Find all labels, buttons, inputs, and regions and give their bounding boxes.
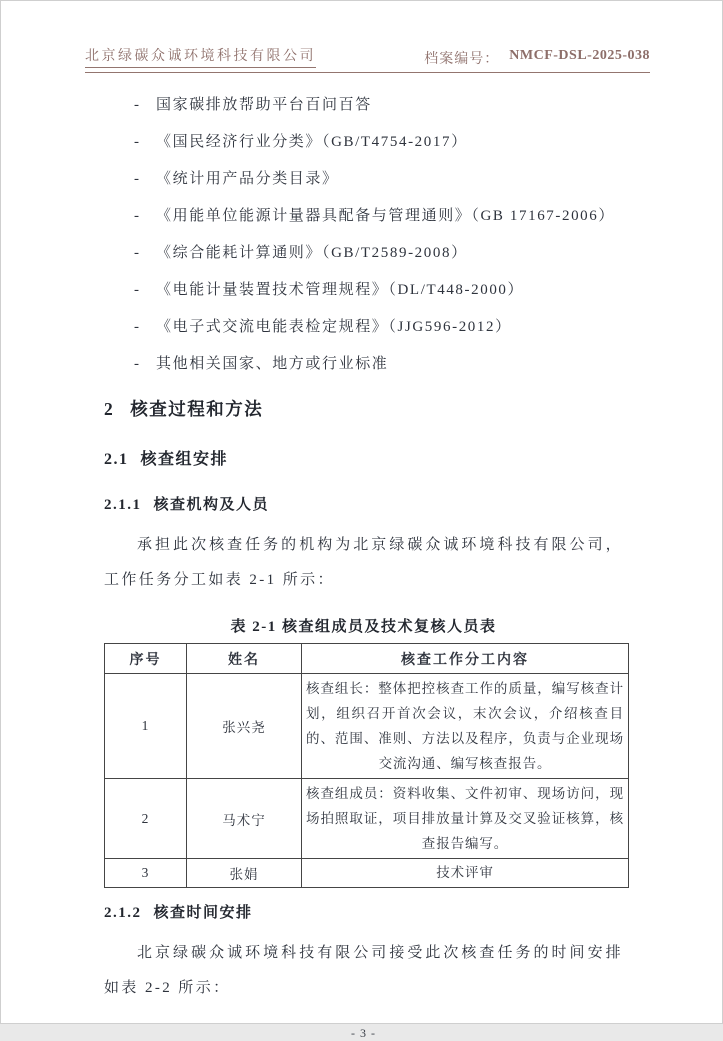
- list-item: [134, 169, 623, 189]
- cell-serial-number: 3: [105, 859, 187, 888]
- column-header-name: 姓名: [187, 644, 302, 674]
- paragraph-team-intro: 承担此次核查任务的机构为北京绿碳众诚环境科技有限公司，工作任务分工如表 2-1 所示：: [104, 537, 623, 588]
- cell-duty-description: 核查组成员：资料收集、文件初审、现场访问，现场拍照取证，项目排放量计算及交叉验证核算，核查报告编写。: [302, 779, 629, 859]
- list-item-text: 《统计用产品分类目录》: [156, 171, 339, 187]
- dash-bullet: -: [134, 134, 141, 150]
- cell-person-name: 马术宁: [187, 779, 302, 859]
- list-item-text: 《电子式交流电能表检定规程》（JJG596-2012）: [156, 319, 512, 335]
- section-number: 2.1.1: [104, 497, 142, 513]
- cell-duty-description: 技术评审: [302, 859, 629, 888]
- table-row: [105, 859, 629, 888]
- section-number: 2.1: [104, 451, 129, 468]
- dash-bullet: -: [134, 245, 141, 261]
- dash-bullet: -: [134, 319, 141, 335]
- header-company-name: 北京绿碳众诚环境科技有限公司: [85, 45, 316, 68]
- section-heading-team: [104, 446, 623, 469]
- list-item: [134, 317, 623, 337]
- table-caption: 表 2-1 核查组成员及技术复核人员表: [230, 619, 497, 635]
- cell-person-name: 张兴尧: [187, 674, 302, 779]
- list-item-text: 国家碳排放帮助平台百问百答: [156, 97, 372, 113]
- table-row: [105, 674, 629, 779]
- dash-bullet: -: [134, 171, 141, 187]
- list-item-text: 《电能计量装置技术管理规程》（DL/T448-2000）: [156, 282, 525, 298]
- section-number: 2.1.2: [104, 905, 142, 921]
- table-header-row: [105, 644, 629, 674]
- section-title: 核查组安排: [140, 451, 229, 468]
- section-title: 核查时间安排: [153, 905, 253, 921]
- cell-serial-number: 1: [105, 674, 187, 779]
- section-title: 核查过程和方法: [130, 399, 264, 419]
- document-header: [85, 45, 650, 73]
- paragraph-schedule-intro: 北京绿碳众诚环境科技有限公司接受此次核查任务的时间安排如表 2-2 所示：: [104, 945, 623, 996]
- archive-number-value: NMCF-DSL-2025-038: [509, 48, 650, 63]
- list-item: [134, 95, 623, 115]
- dash-bullet: -: [134, 282, 141, 298]
- verification-team-table: [104, 643, 629, 888]
- dash-bullet: -: [134, 356, 141, 372]
- section-number: 2: [104, 399, 115, 419]
- reference-standards-list: [104, 95, 623, 374]
- archive-number-label: 档案编号：: [424, 52, 500, 67]
- list-item: [134, 354, 623, 374]
- column-header-no: 序号: [105, 644, 187, 674]
- section-heading-process: [104, 396, 623, 421]
- cell-serial-number: 2: [105, 779, 187, 859]
- list-item-text: 《用能单位能源计量器具配备与管理通则》（GB 17167-2006）: [156, 208, 615, 224]
- section-title: 核查机构及人员: [153, 497, 270, 513]
- archive-number-group: [424, 48, 650, 68]
- section-heading-schedule: [104, 901, 623, 922]
- page-content: [104, 89, 623, 1041]
- list-item: [134, 206, 623, 226]
- column-header-duty: 核查工作分工内容: [302, 644, 629, 674]
- dash-bullet: -: [134, 97, 141, 113]
- list-item-text: 《国民经济行业分类》（GB/T4754-2017）: [156, 134, 468, 150]
- table-row: [105, 779, 629, 859]
- list-item: [134, 243, 623, 263]
- list-item-text: 《综合能耗计算通则》（GB/T2589-2008）: [156, 245, 468, 261]
- cell-person-name: 张娟: [187, 859, 302, 888]
- list-item: [134, 280, 623, 300]
- dash-bullet: -: [134, 208, 141, 224]
- page-number: - 3 -: [351, 1026, 376, 1040]
- list-item-text: 其他相关国家、地方或行业标准: [156, 356, 389, 372]
- list-item: [134, 132, 623, 152]
- cell-duty-description: 核查组长：整体把控核查工作的质量，编写核查计划，组织召开首次会议，末次会议，介绍核查目的、范围、准则、方法以及程序，负责与企业现场交流沟通、编写核查报告。: [302, 674, 629, 779]
- section-heading-org-personnel: [104, 493, 623, 514]
